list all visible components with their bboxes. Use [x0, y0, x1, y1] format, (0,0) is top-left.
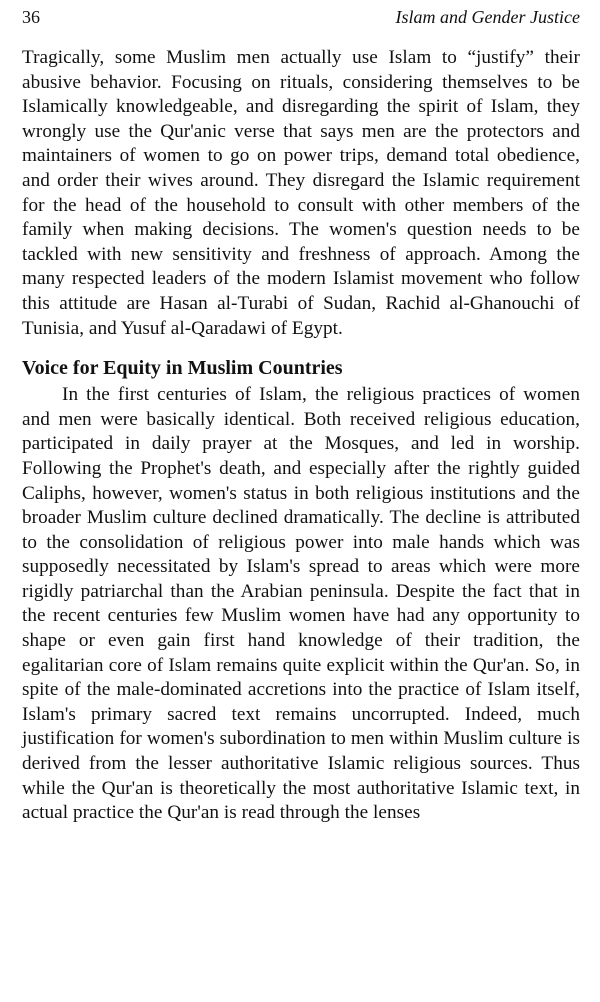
body-paragraph: In the first centuries of Islam, the religious practices of women and men were basically identical. Both received religious education, participated in daily prayer at the Mosques, and led in worship. Following the Prophet's death, and especially after the rightly guided Caliphs, however, women's status in both religious institutions and the broader Muslim culture declined dramatically. The decline is attributed to the consolidation of religious power into male hands which was supposedly necessitated by Islam's spread to areas which were more rigidly patriarchal than the Arabian peninsula. Despite the fact that in the recent centuries few Muslim women have had any opportunity to shape or even gain first hand knowledge of their tradition, the egalitarian core of Islam remains quite explicit within the Qur'an. So, in spite of the male-dominated accretions into the practice of Islam itself, Islam's primary sacred text remains uncorrupted. Indeed, much justification for women's subordination to men within Muslim culture is derived from the lesser authoritative Islamic religious sources. Thus while the Qur'an is theoretically the most authoritative Islamic text, in actual practice the Qur'an is read through the lenses [22, 384, 580, 824]
running-header [22, 6, 580, 36]
book-title: Islam and Gender Justice [395, 7, 580, 27]
body-paragraph: Tragically, some Muslim men actually use Islam to “justify” their abusive behavior. Focusing on rituals, considering themselves to be Islamically knowledgeable, and disregarding the spirit of Islam, they wrongly use the Qur'anic verse that says men are the protectors and maintainers of women to go on power trips, demand total obedience, and order their wives around. They disregard the Islamic requirement for the head of the household to consult with other members of the family when making decisions. The women's question needs to be tackled with new sensitivity and freshness of approach. Among the many respected leaders of the modern Islamist movement who follow this attitude are Hasan al-Turabi of Sudan, Rachid al-Ghanouchi of Tunisia, and Yusuf al-Qaradawi of Egypt. [22, 47, 580, 339]
section-heading: Voice for Equity in Muslim Countries [22, 357, 343, 380]
page-number: 36 [22, 7, 40, 27]
